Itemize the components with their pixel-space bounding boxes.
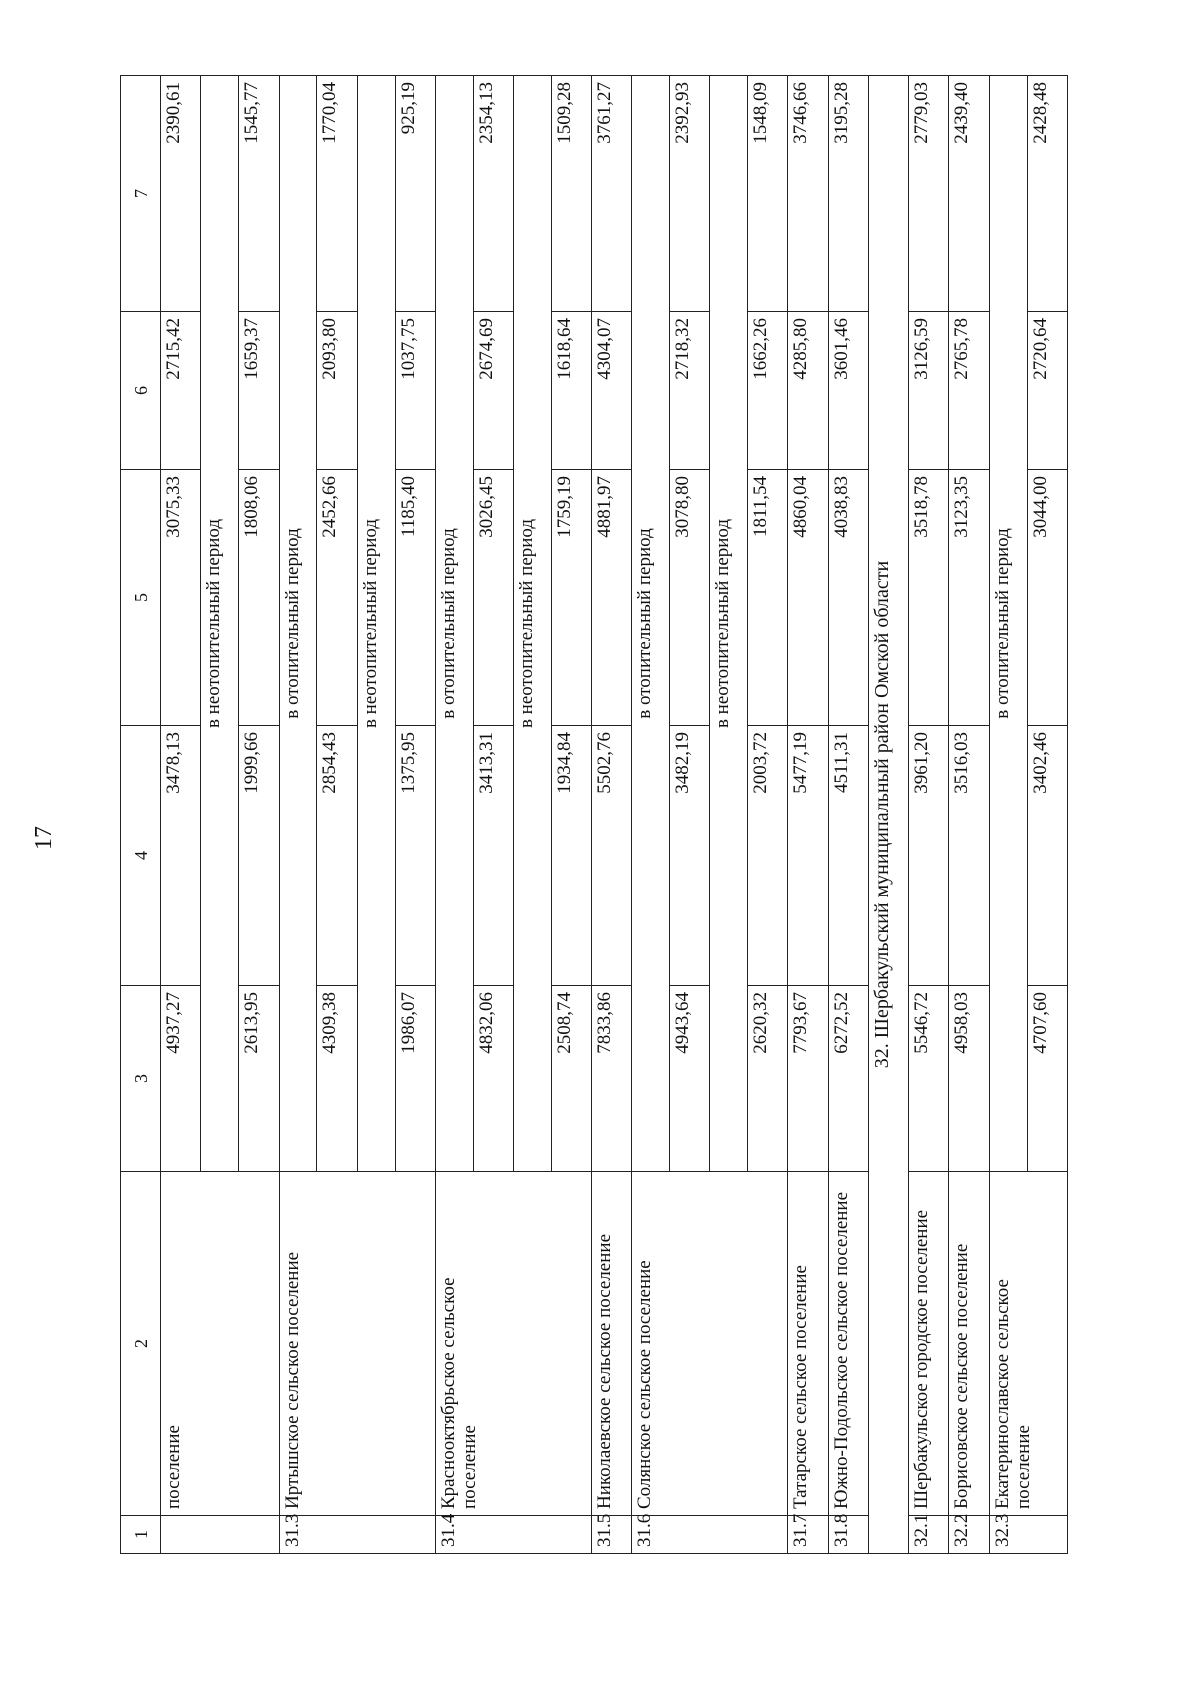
value-cell-c7: 2439,40 xyxy=(949,76,989,312)
page-number: 17 xyxy=(31,826,57,850)
value-cell-c7: 2779,03 xyxy=(909,76,949,312)
value-cell-c7: 3761,27 xyxy=(592,76,632,312)
row-index: 31.6 xyxy=(632,1516,788,1554)
value-cell-c3: 7793,67 xyxy=(788,986,828,1172)
value-cell-c5: 4881,97 xyxy=(592,470,632,726)
value-cell-c5: 1811,54 xyxy=(748,470,788,726)
value-cell-c6: 2718,32 xyxy=(670,312,710,470)
value-cell-c4: 1375,95 xyxy=(395,726,435,986)
value-cell-c7: 1509,28 xyxy=(551,76,591,312)
table-row xyxy=(909,76,949,1554)
value-cell-c6: 1659,37 xyxy=(239,312,279,470)
value-cell-c5: 3044,00 xyxy=(1027,470,1067,726)
row-index: 32.3 xyxy=(989,1516,1067,1554)
value-cell-c7: 1545,77 xyxy=(239,76,279,312)
value-cell-c4: 3413,31 xyxy=(473,726,513,986)
settlement-name xyxy=(828,1172,868,1516)
value-cell-c6: 2674,69 xyxy=(473,312,513,470)
settlement-name-line: Борисовское сельское поселение xyxy=(951,1243,973,1509)
settlement-name xyxy=(279,1172,435,1516)
settlement-name xyxy=(788,1172,828,1516)
settlement-name-line: Николаевское сельское поселение xyxy=(594,1233,616,1509)
value-cell-c6: 1662,26 xyxy=(748,312,788,470)
table-row xyxy=(788,76,828,1554)
value-cell-c3: 2620,32 xyxy=(748,986,788,1172)
value-cell-c6: 4285,80 xyxy=(788,312,828,470)
settlement-name xyxy=(989,1172,1067,1516)
value-cell-c5: 3078,80 xyxy=(670,470,710,726)
settlement-name-line: Солянское сельское поселение xyxy=(634,1260,656,1509)
period-label: в неотопительный период xyxy=(710,76,748,1172)
value-cell-c3: 4958,03 xyxy=(949,986,989,1172)
value-cell-c4: 3402,46 xyxy=(1027,726,1067,986)
value-cell-c3: 2508,74 xyxy=(551,986,591,1172)
header-col-7: 7 xyxy=(121,76,161,312)
period-label: в неотопительный период xyxy=(357,76,395,1172)
value-cell-c6: 2720,64 xyxy=(1027,312,1067,470)
settlement-name xyxy=(592,1172,632,1516)
value-cell-c4: 5502,76 xyxy=(592,726,632,986)
header-col-4: 4 xyxy=(121,726,161,986)
settlement-name-line: поселение xyxy=(459,1425,481,1509)
section-title: 32. Шербакульский муниципальный район Омской области xyxy=(868,76,908,1554)
value-cell-c4: 1999,66 xyxy=(239,726,279,986)
value-cell-c7: 3746,66 xyxy=(788,76,828,312)
value-cell-c3: 5546,72 xyxy=(909,986,949,1172)
value-cell-c3: 4832,06 xyxy=(473,986,513,1172)
value-cell-c7: 3195,28 xyxy=(828,76,868,312)
period-label: в неотопительный период xyxy=(201,76,239,1172)
value-cell-c6: 1618,64 xyxy=(551,312,591,470)
value-cell-c4: 3478,13 xyxy=(161,726,201,986)
header-col-2: 2 xyxy=(121,1172,161,1516)
value-cell-c6: 1037,75 xyxy=(395,312,435,470)
settlement-name xyxy=(435,1172,591,1516)
value-cell-c4: 5477,19 xyxy=(788,726,828,986)
value-cell-c6: 3601,46 xyxy=(828,312,868,470)
period-label: в отопительный период xyxy=(989,76,1027,1172)
value-cell-c6: 3126,59 xyxy=(909,312,949,470)
settlement-name-line: Южно-Подольское сельское поселение xyxy=(830,1191,852,1509)
value-cell-c5: 3518,78 xyxy=(909,470,949,726)
period-label: в отопительный период xyxy=(632,76,670,1172)
value-cell-c5: 1759,19 xyxy=(551,470,591,726)
value-cell-c5: 1185,40 xyxy=(395,470,435,726)
value-cell-c6: 4304,07 xyxy=(592,312,632,470)
value-cell-c4: 4511,31 xyxy=(828,726,868,986)
value-cell-c4: 1934,84 xyxy=(551,726,591,986)
value-cell-c3: 4937,27 xyxy=(161,986,201,1172)
value-cell-c4: 3961,20 xyxy=(909,726,949,986)
settlement-name-line: Шербакульское городское поселение xyxy=(911,1209,933,1509)
value-cell-c3: 2613,95 xyxy=(239,986,279,1172)
period-label: в отопительный период xyxy=(435,76,473,1172)
value-cell-c7: 2354,13 xyxy=(473,76,513,312)
settlement-name xyxy=(632,1172,788,1516)
settlement-name-line: поселение xyxy=(163,1425,185,1509)
value-cell-c7: 1770,04 xyxy=(317,76,357,312)
value-cell-c3: 4943,64 xyxy=(670,986,710,1172)
header-col-6: 6 xyxy=(121,312,161,470)
settlement-name-line: Иртышское сельское поселение xyxy=(281,1251,303,1509)
table-row xyxy=(592,76,632,1554)
value-cell-c7: 2392,93 xyxy=(670,76,710,312)
settlement-name xyxy=(909,1172,949,1516)
value-cell-c3: 6272,52 xyxy=(828,986,868,1172)
value-cell-c6: 2093,80 xyxy=(317,312,357,470)
settlement-name xyxy=(161,1172,279,1516)
row-index: 31.4 xyxy=(435,1516,591,1554)
table-row xyxy=(828,76,868,1554)
value-cell-c5: 2452,66 xyxy=(317,470,357,726)
value-cell-c7: 1548,09 xyxy=(748,76,788,312)
tariff-table xyxy=(120,75,1068,1554)
row-index: 31.7 xyxy=(788,1516,828,1554)
settlement-name-line: поселение xyxy=(1012,1425,1034,1509)
value-cell-c3: 1986,07 xyxy=(395,986,435,1172)
value-cell-c5: 3075,33 xyxy=(161,470,201,726)
header-col-1: 1 xyxy=(121,1516,161,1554)
period-row xyxy=(632,76,670,1554)
row-index: 32.2 xyxy=(949,1516,989,1554)
row-index: 31.3 xyxy=(279,1516,435,1554)
period-label: в неотопительный период xyxy=(513,76,551,1172)
value-cell-c4: 2854,43 xyxy=(317,726,357,986)
settlement-name-line: Екатеринославское сельское xyxy=(991,1279,1013,1509)
period-row xyxy=(435,76,473,1554)
table-row xyxy=(161,76,201,1554)
settlement-name-line: Татарское сельское поселение xyxy=(790,1265,812,1509)
value-cell-c7: 2428,48 xyxy=(1027,76,1067,312)
value-cell-c4: 2003,72 xyxy=(748,726,788,986)
period-row xyxy=(279,76,317,1554)
value-cell-c4: 3482,19 xyxy=(670,726,710,986)
value-cell-c5: 4038,83 xyxy=(828,470,868,726)
value-cell-c5: 3026,45 xyxy=(473,470,513,726)
value-cell-c4: 3516,03 xyxy=(949,726,989,986)
value-cell-c5: 4860,04 xyxy=(788,470,828,726)
settlement-name-line: Краснооктябрьское сельское xyxy=(437,1277,459,1509)
section-row xyxy=(868,76,908,1554)
value-cell-c3: 7833,86 xyxy=(592,986,632,1172)
header-row xyxy=(121,76,161,1554)
header-col-5: 5 xyxy=(121,470,161,726)
row-index xyxy=(161,1516,279,1554)
row-index: 31.8 xyxy=(828,1516,868,1554)
value-cell-c7: 925,19 xyxy=(395,76,435,312)
period-label: в отопительный период xyxy=(279,76,317,1172)
tariff-table-wrapper xyxy=(120,76,1068,1554)
value-cell-c5: 1808,06 xyxy=(239,470,279,726)
value-cell-c3: 4309,38 xyxy=(317,986,357,1172)
value-cell-c6: 2765,78 xyxy=(949,312,989,470)
table-row xyxy=(949,76,989,1554)
value-cell-c3: 4707,60 xyxy=(1027,986,1067,1172)
header-col-3: 3 xyxy=(121,986,161,1172)
settlement-name xyxy=(949,1172,989,1516)
period-row xyxy=(989,76,1027,1554)
value-cell-c6: 2715,42 xyxy=(161,312,201,470)
row-index: 31.5 xyxy=(592,1516,632,1554)
value-cell-c5: 3123,35 xyxy=(949,470,989,726)
row-index: 32.1 xyxy=(909,1516,949,1554)
value-cell-c7: 2390,61 xyxy=(161,76,201,312)
